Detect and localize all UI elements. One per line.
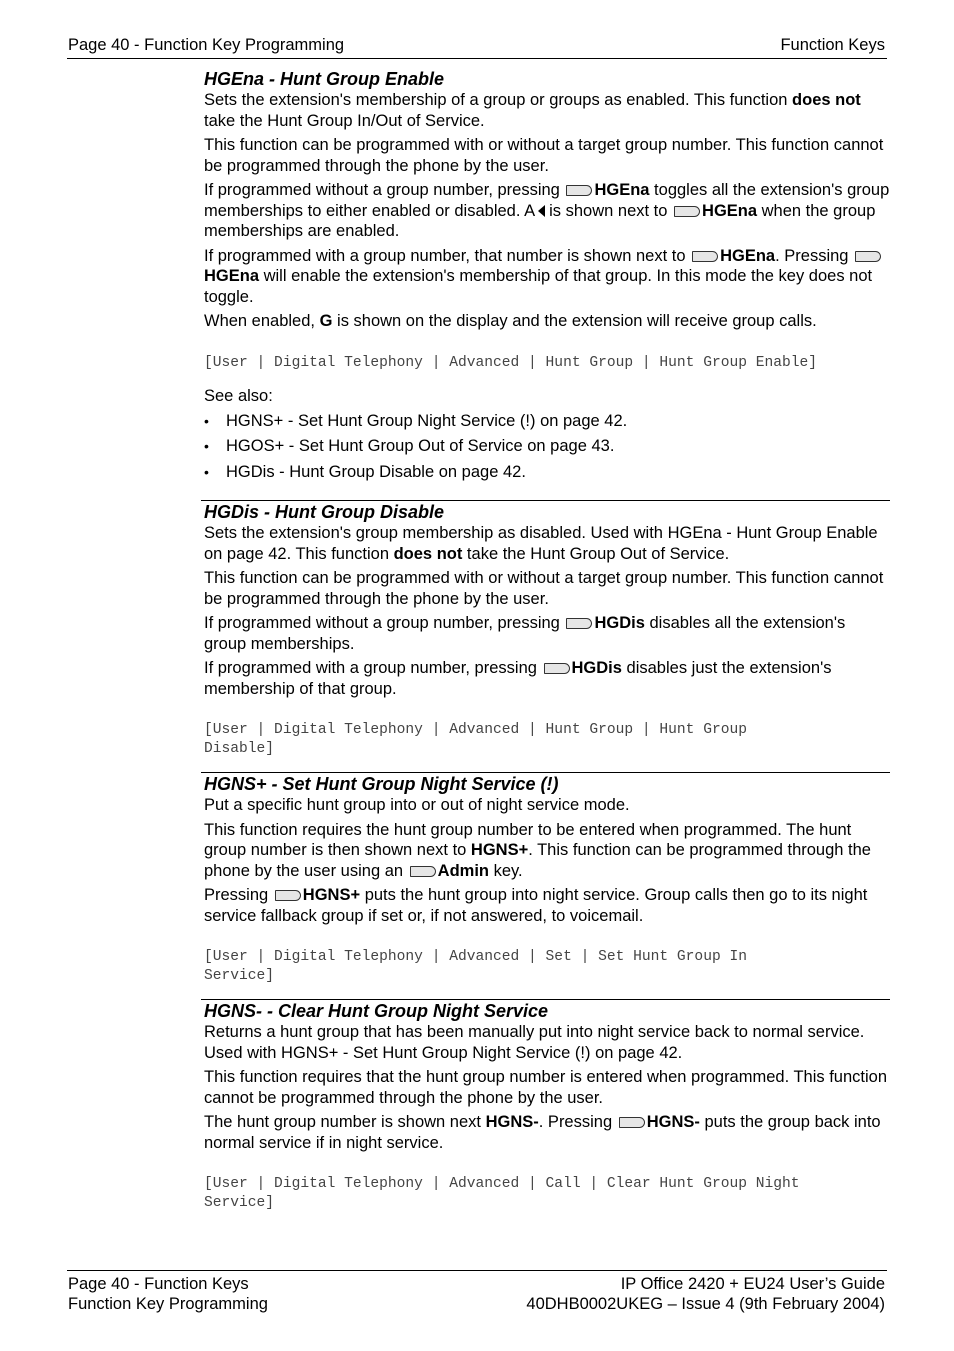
menu-path: [User | Digital Telephony | Advanced | Set | Set Hunt Group In Service] bbox=[204, 949, 747, 984]
footer-doc-title: IP Office 2420 + EU24 User’s Guide bbox=[620, 1275, 885, 1293]
paragraph: If programmed with a group number, that number is shown next to HGEna. Pressing HGEna will enable the extension's membership of that group. In this mode the key does not toggle. bbox=[204, 246, 890, 308]
programmable-key-icon bbox=[619, 1117, 645, 1128]
paragraph: Sets the extension's membership of a group or groups as enabled. This function does not take the Hunt Group In/Out of Service. bbox=[204, 91, 861, 130]
section-title: HGNS- - Clear Hunt Group Night Service bbox=[204, 1001, 549, 1021]
header-right: Function Keys bbox=[780, 36, 885, 54]
paragraph: Returns a hunt group that has been manually put into night service back to normal service. Used with HGNS+ - Set Hunt Group Night Service (!) on page 42. bbox=[204, 1023, 865, 1062]
paragraph: When enabled, G is shown on the display and the extension will receive group calls. bbox=[204, 312, 817, 330]
paragraph: This function requires that the hunt group number is entered when programmed. This function cannot be programmed through the phone by the user. bbox=[204, 1068, 887, 1107]
section-title: HGEna - Hunt Group Enable bbox=[204, 69, 445, 89]
menu-path: [User | Digital Telephony | Advanced | Hunt Group | Hunt Group Disable] bbox=[204, 722, 747, 757]
page-footer bbox=[67, 1270, 887, 1321]
list-item[interactable]: • HGDis - Hunt Group Disable on page 42. bbox=[204, 462, 890, 483]
paragraph: This function can be programmed with or without a target group number. This function cannot be programmed through the phone by the user. bbox=[204, 136, 884, 175]
list-item[interactable]: • HGNS+ - Set Hunt Group Night Service (!) on page 42. bbox=[204, 411, 890, 432]
paragraph: If programmed without a group number, pressing HGDis disables all the extension's group memberships. bbox=[204, 614, 846, 653]
paragraph: If programmed with a group number, pressing HGDis disables just the extension's membership of that group. bbox=[204, 659, 832, 698]
programmable-key-icon bbox=[674, 206, 700, 217]
footer-left bbox=[68, 1274, 268, 1314]
menu-path: [User | Digital Telephony | Advanced | Call | Clear Hunt Group Night Service] bbox=[204, 1176, 800, 1211]
programmable-key-icon bbox=[566, 618, 592, 629]
footer-page-ref: Page 40 - Function Keys bbox=[68, 1275, 249, 1293]
page-header bbox=[67, 36, 887, 59]
programmable-key-icon bbox=[544, 663, 570, 674]
footer-right bbox=[526, 1274, 885, 1314]
programmable-key-icon bbox=[692, 251, 718, 262]
page-content bbox=[204, 68, 890, 1212]
paragraph: If programmed without a group number, pressing HGEna toggles all the extension's group memberships to either enabled or disabled. A is shown next to HGEna when the group memberships are enabled. bbox=[204, 181, 890, 240]
see-also-label: See also: bbox=[204, 387, 273, 405]
section-hgns-minus bbox=[201, 999, 890, 1212]
paragraph: Put a specific hunt group into or out of night service mode. bbox=[204, 796, 630, 814]
see-also-list bbox=[204, 411, 890, 483]
section-title: HGNS+ - Set Hunt Group Night Service (!) bbox=[204, 774, 559, 794]
list-item[interactable]: • HGOS+ - Set Hunt Group Out of Service on page 43. bbox=[204, 436, 890, 457]
programmable-key-icon bbox=[410, 866, 436, 877]
paragraph: Pressing HGNS+ puts the hunt group into night service. Group calls then go to its night service fallback group if set or, if not answered, to voicemail. bbox=[204, 886, 868, 925]
programmable-key-icon bbox=[275, 890, 301, 901]
footer-section: Function Key Programming bbox=[68, 1295, 268, 1313]
section-title: HGDis - Hunt Group Disable bbox=[204, 502, 445, 522]
section-hgdis bbox=[201, 500, 890, 758]
header-left: Page 40 - Function Key Programming bbox=[68, 36, 345, 54]
paragraph: The hunt group number is shown next HGNS-. Pressing HGNS- puts the group back into normal service if in night service. bbox=[204, 1113, 881, 1152]
section-hgena bbox=[204, 68, 890, 482]
left-triangle-indicator-icon bbox=[538, 205, 545, 217]
footer-doc-id: 40DHB0002UKEG – Issue 4 (9th February 2004) bbox=[526, 1295, 885, 1313]
paragraph: This function requires the hunt group number to be entered when programmed. The hunt group number is then shown next to HGNS+. This function can be programmed through the phone by the user using an Admin key. bbox=[204, 820, 871, 880]
paragraph: This function can be programmed with or without a target group number. This function cannot be programmed through the phone by the user. bbox=[204, 569, 884, 608]
paragraph: Sets the extension's group membership as disabled. Used with HGEna - Hunt Group Enable on page 42. This function does not take the Hunt Group Out of Service. bbox=[204, 524, 878, 563]
section-hgns-plus bbox=[201, 772, 890, 985]
programmable-key-icon bbox=[855, 251, 881, 262]
menu-path: [User | Digital Telephony | Advanced | Hunt Group | Hunt Group Enable] bbox=[204, 354, 818, 371]
programmable-key-icon bbox=[566, 185, 592, 196]
